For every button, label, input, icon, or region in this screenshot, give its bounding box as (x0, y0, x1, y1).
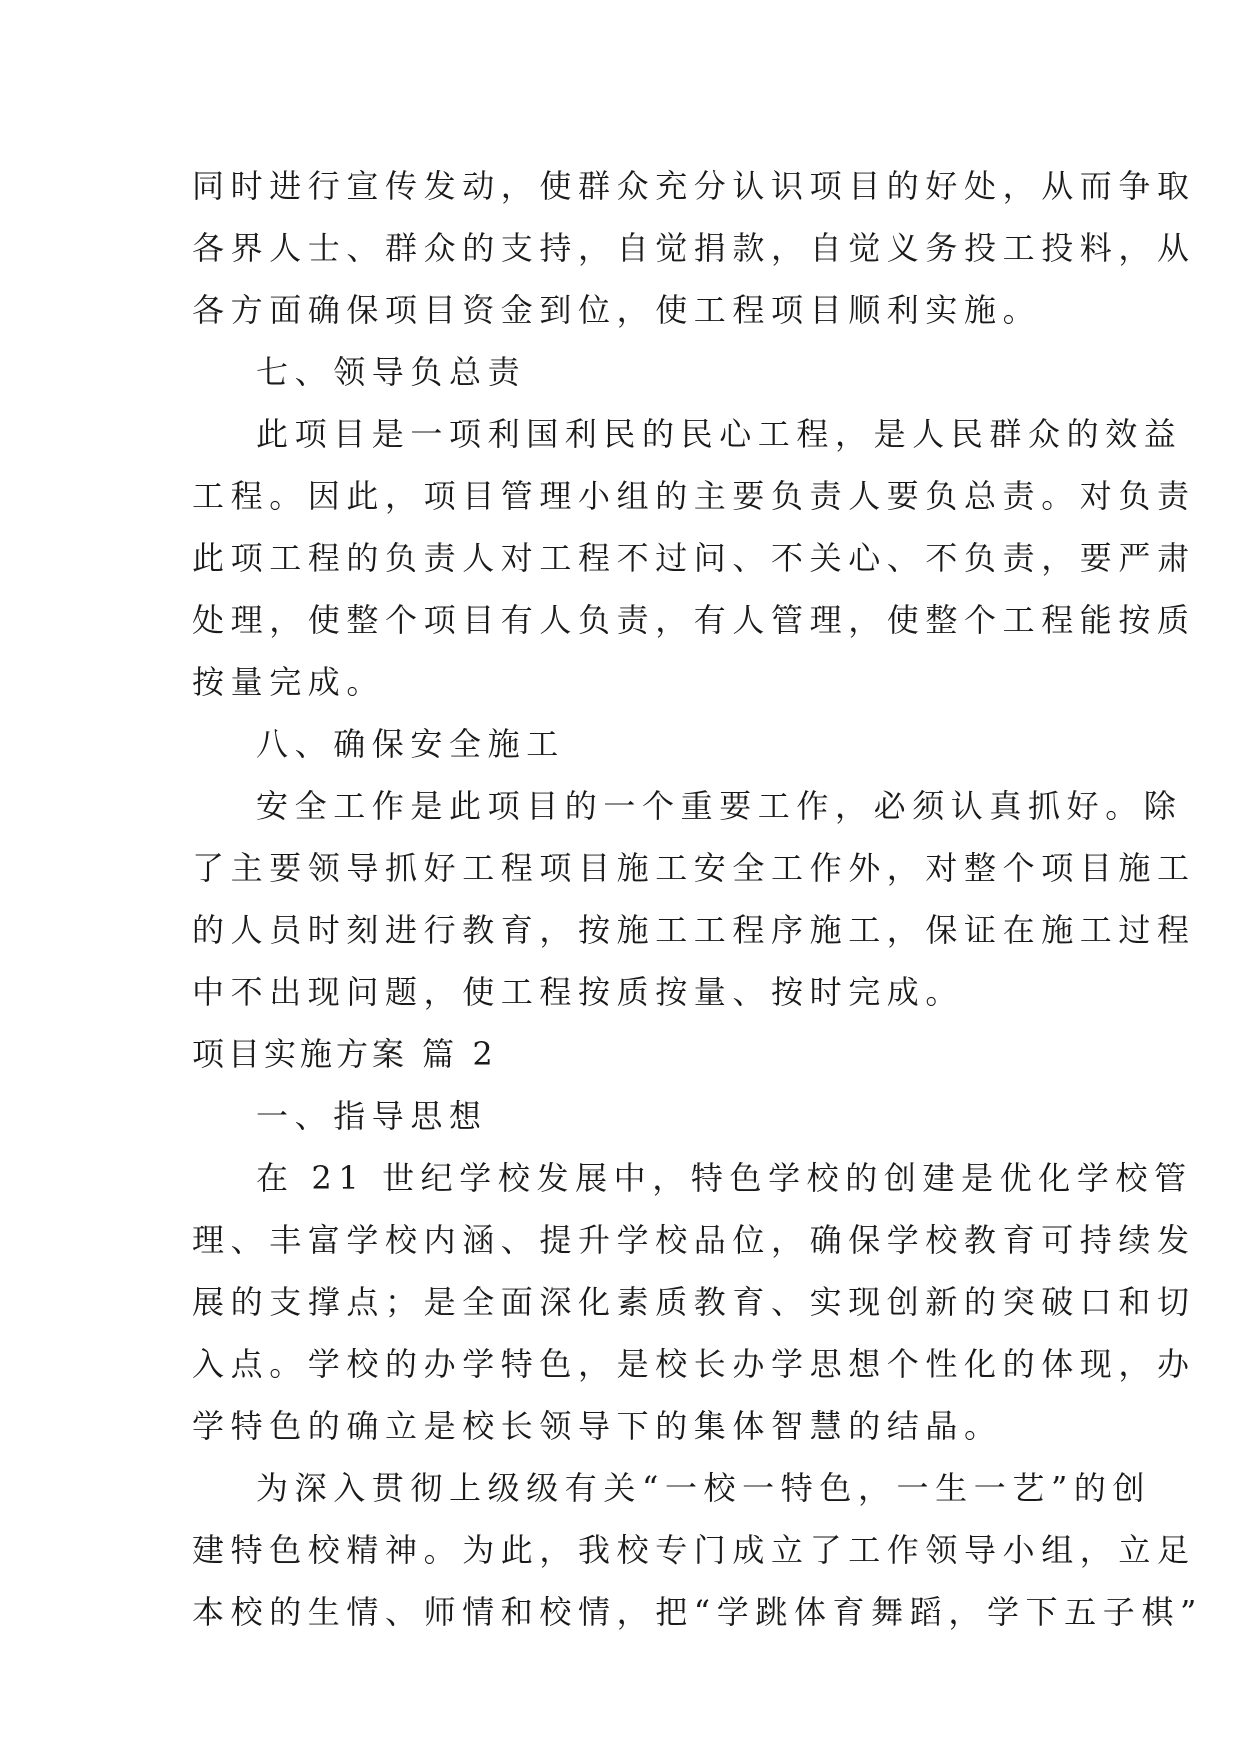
paragraph-line: 为深入贯彻上级级有关“一校一特色，一生一艺”的创 (256, 1469, 1152, 1507)
paragraph-line: 中不出现问题，使工程按质按量、按时完成。 (192, 973, 965, 1011)
paragraph-line: 了主要领导抓好工程项目施工安全工作外，对整个项目施工 (192, 849, 1196, 887)
paragraph-line: 本校的生情、师情和校情，把“学跳体育舞蹈，学下五子棋” (192, 1593, 1203, 1631)
paragraph-line: 安全工作是此项目的一个重要工作，必须认真抓好。除 (256, 787, 1183, 825)
paragraph-line: 处理，使整个项目有人负责，有人管理，使整个工程能按质 (192, 601, 1196, 639)
paragraph-line: 按量完成。 (192, 663, 386, 701)
paragraph-line: 理、丰富学校内涵、提升学校品位，确保学校教育可持续发 (192, 1221, 1196, 1259)
document-body (192, 155, 1203, 1643)
paragraph-line: 各方面确保项目资金到位，使工程项目顺利实施。 (192, 291, 1042, 329)
paragraph-line: 同时进行宣传发动，使群众充分认识项目的好处，从而争取 (192, 167, 1196, 205)
paragraph-line: 在 21 世纪学校发展中，特色学校的创建是优化学校管 (256, 1159, 1193, 1197)
section-heading: 七、领导负总责 (256, 353, 527, 391)
paragraph-line: 工程。因此，项目管理小组的主要负责人要负总责。对负责 (192, 477, 1196, 515)
paragraph-line: 各界人士、群众的支持，自觉捐款，自觉义务投工投料，从 (192, 229, 1196, 267)
paragraph-line: 此项工程的负责人对工程不过问、不关心、不负责，要严肃 (192, 539, 1196, 577)
paragraph-line: 此项目是一项利国利民的民心工程，是人民群众的效益 (256, 415, 1183, 453)
article-title: 项目实施方案 篇 2 (192, 1035, 497, 1073)
section-heading: 一、指导思想 (256, 1097, 488, 1135)
section-heading: 八、确保安全施工 (256, 725, 565, 763)
paragraph-line: 展的支撑点；是全面深化素质教育、实现创新的突破口和切 (192, 1283, 1196, 1321)
paragraph-line: 入点。学校的办学特色，是校长办学思想个性化的体现，办 (192, 1345, 1196, 1383)
paragraph-line: 学特色的确立是校长领导下的集体智慧的结晶。 (192, 1407, 1003, 1445)
paragraph-line: 的人员时刻进行教育，按施工工程序施工，保证在施工过程 (192, 911, 1196, 949)
paragraph-line: 建特色校精神。为此，我校专门成立了工作领导小组，立足 (192, 1531, 1196, 1569)
